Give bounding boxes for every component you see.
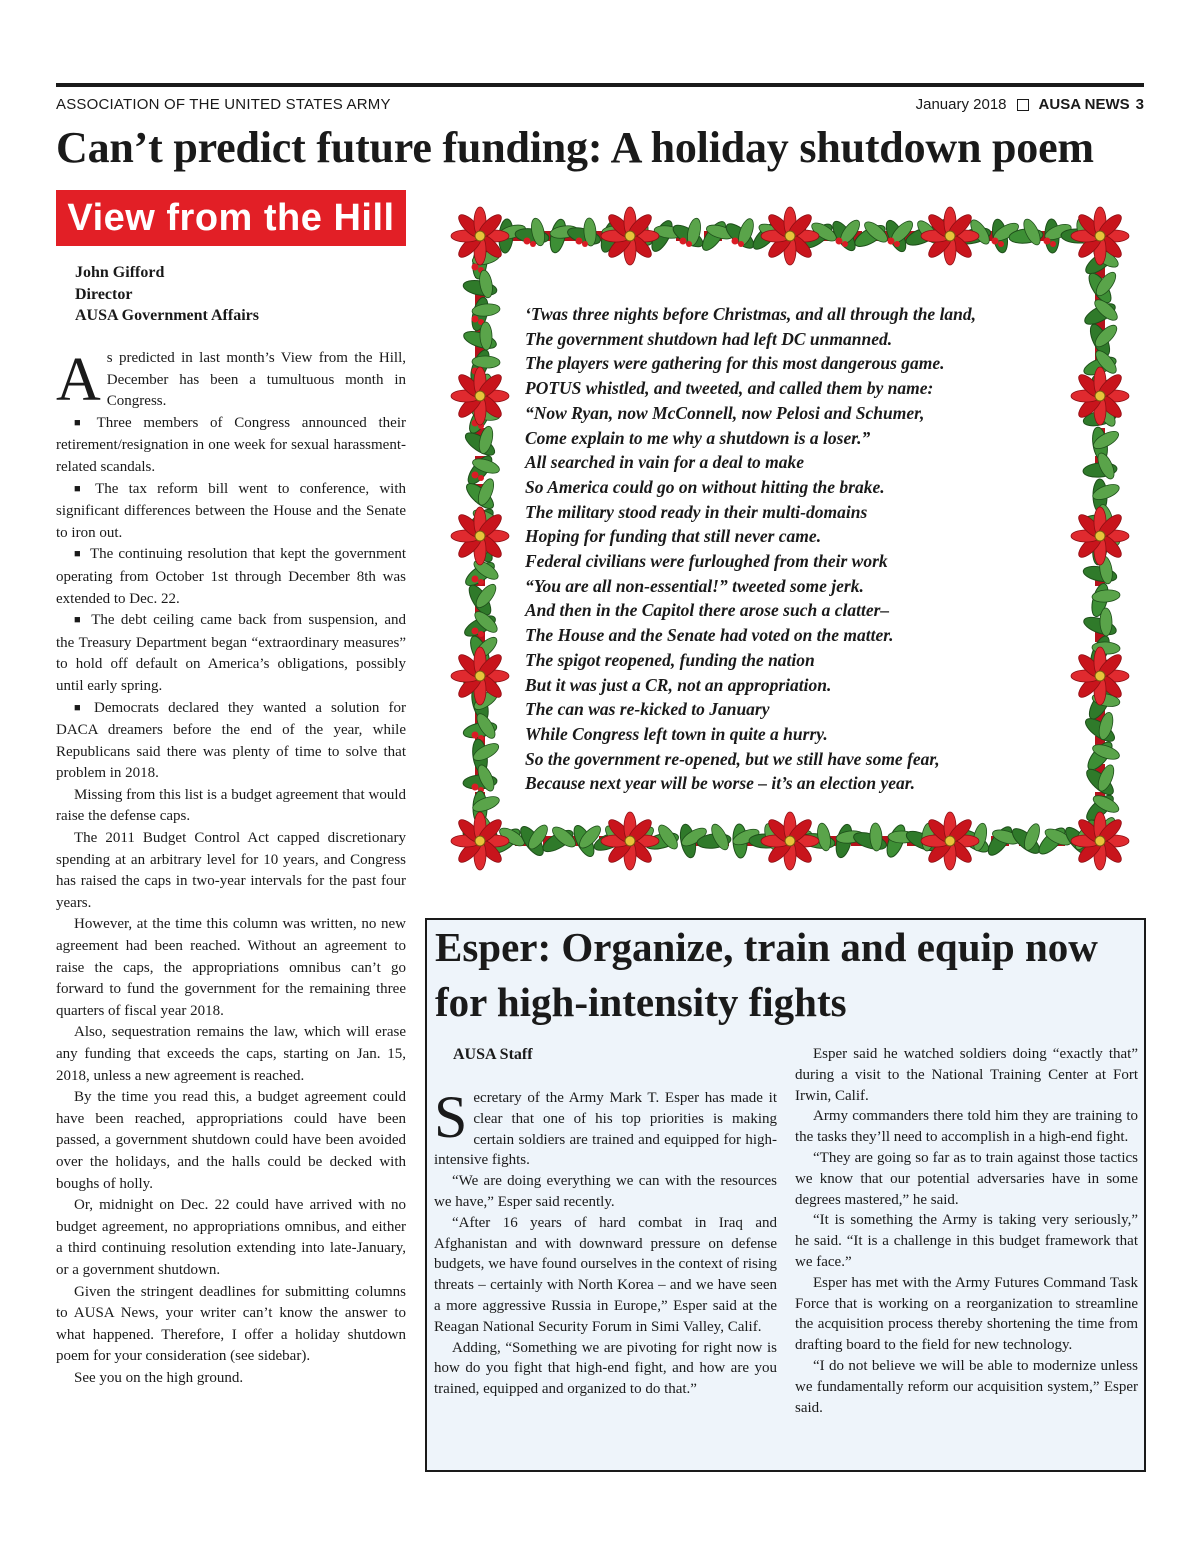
byline-dept: AUSA Government Affairs bbox=[75, 307, 259, 324]
esper-headline: Esper: Organize, train and equip now for high-intensity fights bbox=[435, 924, 1098, 1025]
column-paragraph: However, at the time this column was written, no new agreement had been reached. Without an agreement to raise the caps, the appropriations omnibus can’t go forward to fund the government for the remaining three quarters of fiscal year 2018. bbox=[56, 916, 406, 1019]
column-byline bbox=[75, 262, 259, 327]
poem-line: And then in the Capitol there arose such a clatter– bbox=[525, 600, 890, 621]
poem-line: So the government re-opened, but we still have some fear, bbox=[525, 748, 940, 769]
poem-line: The can was re-kicked to January bbox=[525, 699, 770, 720]
poem-line: “You are all non-essential!” tweeted some jerk. bbox=[525, 575, 864, 596]
byline-title: Director bbox=[75, 285, 133, 303]
poem-line: But it was just a CR, not an appropriation. bbox=[525, 674, 832, 695]
poem-line: The spigot reopened, funding the nation bbox=[525, 649, 815, 670]
column-paragraph: Given the stringent deadlines for submitting columns to AUSA News, your writer can’t know the answer to what happened. Therefore, I offer a holiday shutdown poem for your consideration (see sidebar). bbox=[56, 1283, 406, 1365]
esper-paragraph: “They are going so far as to train against those tactics we know that our potential adversaries have in some degrees mastered,” he said. bbox=[795, 1149, 1138, 1208]
column-paragraph: By the time you read this, a budget agreement could have been reached, appropriations could have been passed, a government shutdown could have been avoided over the holidays, and the halls could be decked with boughs of holly. bbox=[56, 1089, 406, 1192]
esper-paragraph: Esper said he watched soldiers doing “exactly that” during a visit to the National Training Center at Fort Irwin, Calif. bbox=[795, 1046, 1138, 1104]
column-bullet: ■ The continuing resolution that kept the government operating from October 1st through December 8th was extended to Dec. 22. bbox=[56, 544, 406, 610]
square-icon bbox=[1017, 99, 1029, 111]
esper-column-1 bbox=[434, 1084, 777, 1400]
column-banner: View from the Hill bbox=[56, 190, 406, 246]
column-paragraph: Missing from this list is a budget agreement that would raise the defense caps. bbox=[56, 786, 406, 825]
header-page: 3 bbox=[1135, 96, 1144, 113]
header-date: January 2018 bbox=[915, 96, 1007, 113]
column-paragraph: The 2011 Budget Control Act capped discretionary spending at an arbitrary level for 10 years, and Congress has raised the caps in two-year intervals for the past four years. bbox=[56, 830, 406, 911]
holiday-poem bbox=[525, 302, 1085, 796]
esper-column-2 bbox=[795, 1044, 1138, 1418]
header-issue bbox=[916, 96, 1144, 113]
poem-line: Come explain to me why a shutdown is a loser.” bbox=[525, 427, 871, 448]
poem-line: The military stood ready in their multi-domains bbox=[525, 501, 868, 522]
poem-line: While Congress left town in quite a hurry. bbox=[525, 723, 828, 744]
column-bullet: ■ Three members of Congress announced their retirement/resignation in one week for sexual harassment-related scandals. bbox=[56, 413, 406, 479]
poem-line: Hoping for funding that still never came. bbox=[525, 526, 822, 547]
column-bullet: ■ The debt ceiling came back from suspension, and the Treasury Department began “extraordinary measures” to hold off default on America’s obligations, possibly until early spring. bbox=[56, 610, 406, 697]
esper-paragraph: “It is something the Army is taking very seriously,” he said. “It is a challenge in this budget framework that we face.” bbox=[795, 1212, 1138, 1270]
header-rule bbox=[56, 83, 1144, 87]
poem-line: Federal civilians were furloughed from their work bbox=[525, 551, 888, 572]
column-bullet: ■ The tax reform bill went to conference, with significant differences between the House and the Senate to iron out. bbox=[56, 479, 406, 545]
esper-lead: Secretary of the Army Mark T. Esper has made it clear that one of his top priorities is making certain soldiers are trained and equipped for high-intensive fights. bbox=[434, 1084, 777, 1169]
column-body bbox=[56, 348, 406, 1390]
column-dropcap: A bbox=[56, 346, 101, 414]
esper-dropcap: S bbox=[434, 1084, 468, 1150]
column-lead: As predicted in last month’s View from the Hill, December has been a tumultuous month in Congress. bbox=[56, 346, 406, 414]
poem-line: So America could go on without hitting the brake. bbox=[525, 476, 885, 497]
byline-name: John Gifford bbox=[75, 264, 165, 281]
poem-line: “Now Ryan, now McConnell, now Pelosi and Schumer, bbox=[525, 402, 925, 423]
esper-paragraph: Adding, “Something we are pivoting for right now is how do you fight that high-end fight, and how are you trained, equipped and organized to do that.” bbox=[434, 1339, 777, 1398]
poem-line: The House and the Senate had voted on the matter. bbox=[525, 625, 894, 646]
esper-paragraph: “After 16 years of hard combat in Iraq and Afghanistan and with downward pressure on defense budgets, we have found ourselves in the context of rising threats – certainly with North Korea – and we have seen a more aggressive Russia in Europe,” Esper said at the Reagan National Security Forum in Simi Valley, Calif. bbox=[434, 1214, 777, 1335]
poem-line: Because next year will be worse – it’s an election year. bbox=[525, 773, 915, 794]
column-bullet: ■ Democrats declared they wanted a solution for DACA dreamers before the end of the year, while Republicans said there was plenty of time to solve that problem in 2018. bbox=[56, 698, 406, 785]
poem-line: All searched in vain for a deal to make bbox=[525, 452, 805, 473]
esper-paragraph: Army commanders there told him they are training to the tasks they’ll need to accomplish in a high-end fight. bbox=[795, 1108, 1138, 1146]
esper-sidebar bbox=[425, 918, 1146, 1472]
esper-byline: AUSA Staff bbox=[453, 1046, 533, 1063]
page-headline: Can’t predict future funding: A holiday shutdown poem bbox=[56, 123, 1094, 172]
poem-line: The players were gathering for this most dangerous game. bbox=[525, 353, 945, 374]
column-paragraph: Also, sequestration remains the law, which will erase any funding that exceeds the caps, starting on Jan. 15, 2018, unless a new agreement is reached. bbox=[56, 1024, 406, 1084]
poem-line: POTUS whistled, and tweeted, and called them by name: bbox=[525, 378, 934, 399]
poem-line: ‘Twas three nights before Christmas, and all through the land, bbox=[525, 304, 977, 324]
column-paragraph: Or, midnight on Dec. 22 could have arrived with no budget agreement, no appropriations omnibus, and either a third continuing resolution extending into late-January, or a government shutdown. bbox=[56, 1197, 406, 1278]
esper-paragraph: “We are doing everything we can with the resources we have,” Esper said recently. bbox=[434, 1173, 777, 1210]
esper-paragraph: “I do not believe we will be able to modernize unless we fundamentally reform our acquisition system,” Esper said. bbox=[795, 1357, 1138, 1416]
poem-line: The government shutdown had left DC unmanned. bbox=[525, 328, 893, 349]
header-publication: AUSA NEWS bbox=[1038, 96, 1130, 113]
column-paragraph: See you on the high ground. bbox=[74, 1369, 244, 1386]
esper-paragraph: Esper has met with the Army Futures Command Task Force that is working on a reorganization to streamline the acquisition process thereby shortening the time from drafting board to the field for new technology. bbox=[795, 1274, 1138, 1354]
header-org: ASSOCIATION OF THE UNITED STATES ARMY bbox=[56, 96, 391, 113]
